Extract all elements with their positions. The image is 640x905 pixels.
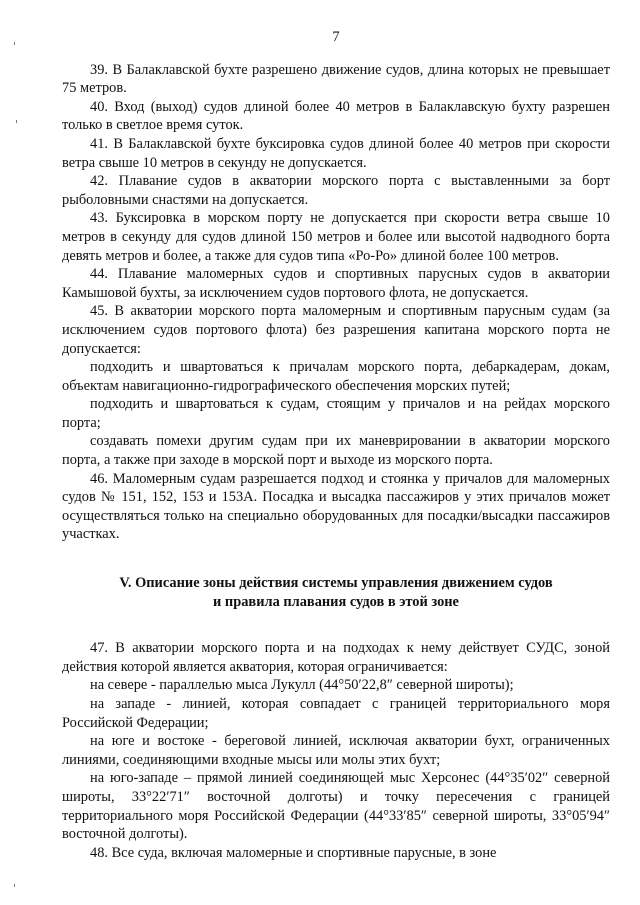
section-heading-line-2: и правила плавания судов в этой зоне: [213, 593, 459, 610]
section-heading-line-1: V. Описание зоны действия системы управления движением судов: [119, 575, 553, 592]
paragraph-42: 42. Плавание судов в акватории морского порта с выставленными за борт рыболовными снастями на допускается.: [62, 173, 610, 208]
scan-mark: [16, 120, 17, 123]
paragraph-45: 45. В акватории морского порта маломерным и спортивным парусным судам (за исключением судов портового флота) без разрешения капитана морского порта не допускается:: [62, 303, 610, 357]
paragraph-45-item-3: создавать помехи другим судам при их маневрировании в акватории морского порта, а также при заходе в морской порт и выходе из морского порта.: [62, 433, 610, 469]
paragraph-47-west: на западе - линией, которая совпадает с границей территориального моря Российской Федерации;: [62, 696, 610, 731]
section-heading: [62, 574, 610, 611]
paragraph-47: 47. В акватории морского порта и на подходах к нему действует СУДС, зоной действия которой является акватория, которая ограничивается:: [62, 640, 610, 675]
paragraph-44: 44. Плавание маломерных судов и спортивных парусных судов в акватории Камышовой бухты, за исключением судов портового флота, не допускается.: [62, 266, 610, 301]
paragraphs-bottom: [62, 639, 610, 862]
paragraph-41: 41. В Балаклавской бухте буксировка судов длиной более 40 метров при скорости ветра свыше 10 метров в секунду не допускается.: [62, 135, 610, 171]
paragraphs-top: [62, 61, 610, 544]
paragraph-45-item-1: подходить и швартоваться к причалам морского порта, дебаркадерам, докам, объектам навигационно-гидрографического обеспечения морских путей;: [62, 359, 610, 394]
paragraph-39: 39. В Балаклавской бухте разрешено движение судов, длина которых не превышает 75 метров.: [62, 61, 610, 97]
paragraph-40: 40. Вход (выход) судов длиной более 40 метров в Балаклавскую бухту разрешен только в светлое время суток.: [62, 98, 610, 134]
paragraph-48: 48. Все суда, включая маломерные и спортивные парусные, в зоне: [90, 844, 497, 861]
paragraph-47-south-east: на юге и востоке - береговой линией, исключая акватории бухт, ограниченных линиями, соединяющими входные мысы или молы этих бухт;: [62, 733, 610, 768]
paragraph-45-item-2: подходить и швартоваться к судам, стоящим у причалов и на рейдах морского порта;: [62, 396, 610, 431]
paragraph-47-south-west: на юго-западе – прямой линией соединяющей мыс Херсонес (44°35′02″ северной широты, 33°22′71″ восточной долготы) и точку пересечения с границей территориального моря Российской Федерации (44°33′85″ северной широты, 33°05′94″ восточной долготы).: [62, 770, 610, 843]
scan-mark: [14, 884, 15, 887]
paragraph-46: 46. Маломерным судам разрешается подход и стоянка у причалов для маломерных судов № 151, 152, 153 и 153А. Посадка и высадка пассажиров у этих причалов может осуществляться только на специально оборудованных для посадки/высадки пассажиров участках.: [62, 470, 610, 543]
paragraph-43: 43. Буксировка в морском порту не допускается при скорости ветра свыше 10 метров в секунду для судов длиной 150 метров и более или высотой надводного борта девять метров и более, а также для судов типа «Ро-Ро» длиной более 100 метров.: [62, 210, 610, 264]
page-number: 7: [332, 29, 340, 45]
scan-mark: [14, 42, 15, 45]
paragraph-47-north: на севере - параллелью мыса Лукулл (44°50′22,8″ северной широты);: [90, 677, 514, 694]
